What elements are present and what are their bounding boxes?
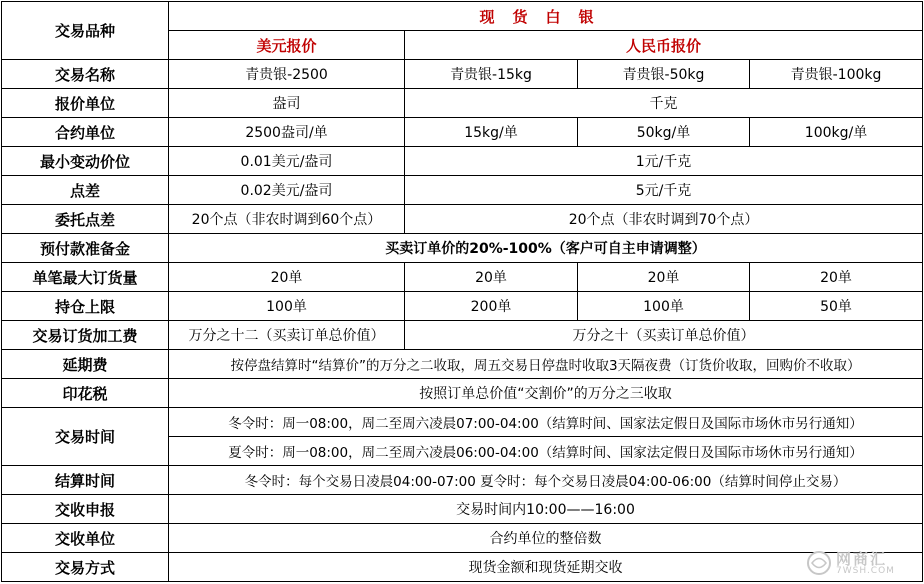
row-label: 交收申报 [2, 495, 169, 524]
table-row [2, 408, 923, 437]
row-label: 交易时间 [2, 408, 169, 466]
table-row [2, 176, 923, 205]
watermark-text: 网商汇 [836, 550, 888, 568]
row-label: 持仓上限 [2, 292, 169, 321]
row-label: 点差 [2, 176, 169, 205]
cell: 100kg/单 [750, 118, 923, 147]
cell: 现货金额和现货延期交收 [169, 553, 923, 582]
table-row [2, 234, 923, 263]
cell: 青贵银-50kg [578, 60, 750, 89]
cell: 20单 [578, 263, 750, 292]
row-label: 单笔最大订货量 [2, 263, 169, 292]
cell: 2500盎司/单 [169, 118, 405, 147]
table-row [2, 60, 923, 89]
table-row [2, 553, 923, 582]
table-row [2, 263, 923, 292]
cell: 100单 [169, 292, 405, 321]
table-row [2, 89, 923, 118]
cell: 夏令时：周一08:00，周二至周六凌晨06:00-04:00（结算时间、国家法定假日及国际市场休市另行通知） [169, 437, 923, 466]
cell: 20个点（非农时调到60个点） [169, 205, 405, 234]
watermark-subtext: 7WSH.COM [836, 566, 895, 576]
cell: 青贵银-2500 [169, 60, 405, 89]
row-label: 最小变动价位 [2, 147, 169, 176]
cell: 按停盘结算时“结算价”的万分之二收取，周五交易日停盘时收取3天隔夜费（订货价收取，回购价不收取） [169, 350, 923, 379]
spec-table [1, 1, 923, 582]
cell: 青贵银-100kg [750, 60, 923, 89]
cell: 15kg/单 [405, 118, 578, 147]
row-label: 委托点差 [2, 205, 169, 234]
cell: 冬令时：周一08:00，周二至周六凌晨07:00-04:00（结算时间、国家法定假日及国际市场休市另行通知） [169, 408, 923, 437]
row-label: 交易订货加工费 [2, 321, 169, 350]
cell: 200单 [405, 292, 578, 321]
row-label: 报价单位 [2, 89, 169, 118]
table-row [2, 495, 923, 524]
cell: 盎司 [169, 89, 405, 118]
cell: 20单 [169, 263, 405, 292]
cell: 千克 [405, 89, 923, 118]
row-label: 交易方式 [2, 553, 169, 582]
page-title: 现货白银 [169, 2, 923, 31]
cell: 1元/千克 [405, 147, 923, 176]
cell: 50单 [750, 292, 923, 321]
cell: 20单 [405, 263, 578, 292]
cell: 万分之十（买卖订单总价值） [405, 321, 923, 350]
row-label: 交收单位 [2, 524, 169, 553]
usd-quote-header: 美元报价 [169, 31, 405, 60]
cell: 100单 [578, 292, 750, 321]
table-row [2, 466, 923, 495]
cell: 合约单位的整倍数 [169, 524, 923, 553]
table-row [2, 524, 923, 553]
row-label: 印花税 [2, 379, 169, 408]
watermark-logo-icon [806, 550, 832, 576]
title-row [2, 2, 923, 31]
cell: 万分之十二（买卖订单总价值） [169, 321, 405, 350]
table-row [2, 321, 923, 350]
row-label: 延期费 [2, 350, 169, 379]
table-row [2, 147, 923, 176]
row-label: 交易名称 [2, 60, 169, 89]
watermark [806, 548, 910, 580]
cell: 20个点（非农时调到70个点） [405, 205, 923, 234]
cell: 按照订单总价值“交割价”的万分之三收取 [169, 379, 923, 408]
row-label: 结算时间 [2, 466, 169, 495]
table-row [2, 205, 923, 234]
cell: 青贵银-15kg [405, 60, 578, 89]
header-label: 交易品种 [2, 2, 169, 60]
cny-quote-header: 人民币报价 [405, 31, 923, 60]
table-row [2, 118, 923, 147]
table-row [2, 292, 923, 321]
cell: 交易时间内10:00——16:00 [169, 495, 923, 524]
row-label: 预付款准备金 [2, 234, 169, 263]
cell: 5元/千克 [405, 176, 923, 205]
cell: 买卖订单价的20%-100%（客户可自主申请调整） [169, 234, 923, 263]
row-label: 合约单位 [2, 118, 169, 147]
cell: 0.02美元/盎司 [169, 176, 405, 205]
cell: 0.01美元/盎司 [169, 147, 405, 176]
table-row [2, 350, 923, 379]
cell: 冬令时：每个交易日凌晨04:00-07:00 夏令时：每个交易日凌晨04:00-06:00（结算时间停止交易） [169, 466, 923, 495]
table-row [2, 379, 923, 408]
cell: 50kg/单 [578, 118, 750, 147]
cell: 20单 [750, 263, 923, 292]
